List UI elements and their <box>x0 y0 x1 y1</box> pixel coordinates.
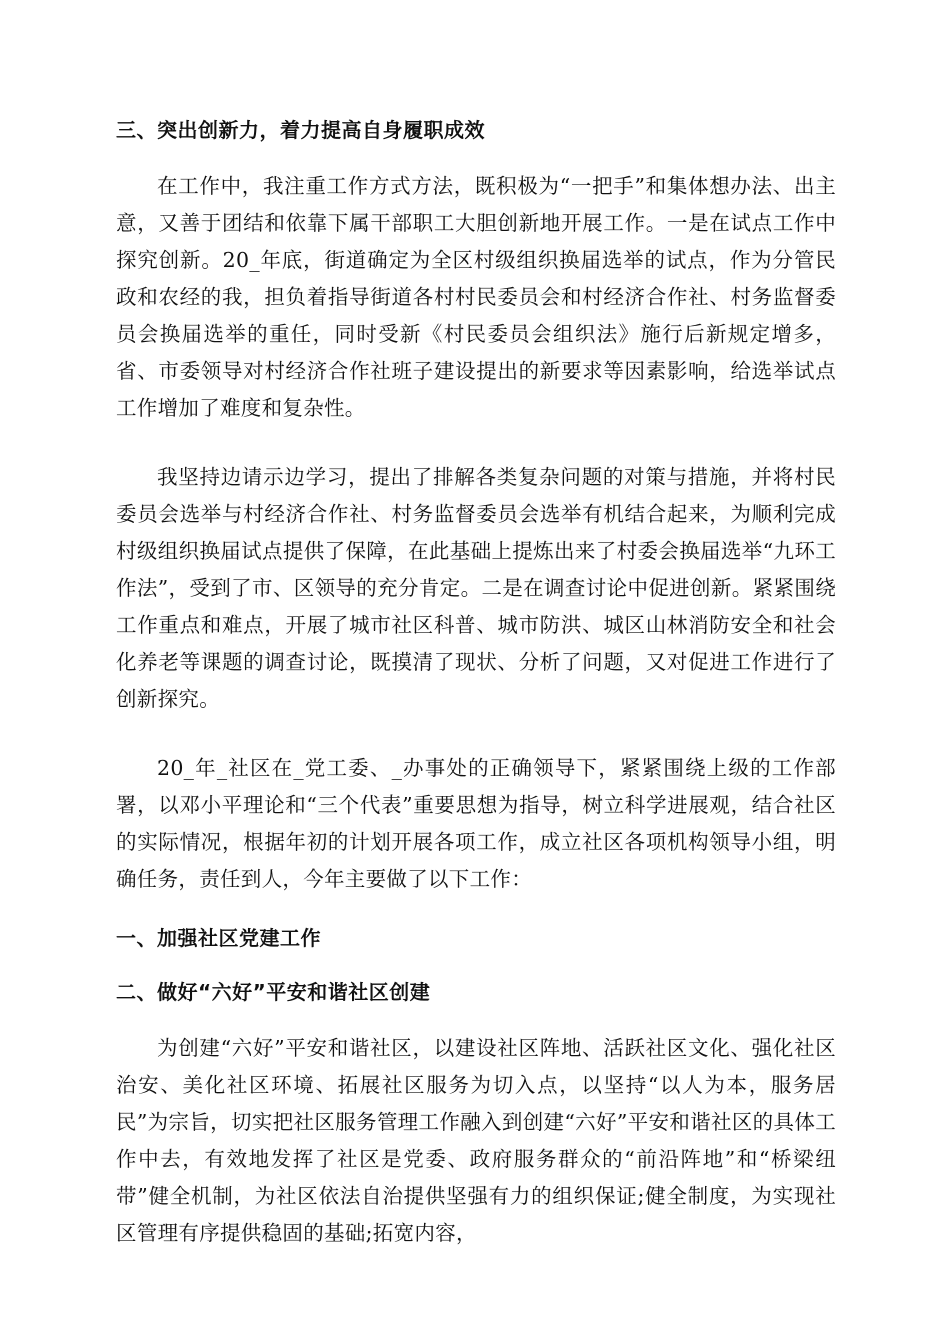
paragraph: 为创建“六好”平安和谐社区，以建设社区阵地、活跃社区文化、强化社区治安、美化社区环境、拓展社区服务为切入点，以坚持“以人为本，服务居民”为宗旨，切实把社区服务管理工作融入到创建“六好”平安和谐社区的具体工作中去，有效地发挥了社区是党委、政府服务群众的“前沿阵地”和“桥梁纽带”健全机制，为社区依法自治提供坚强有力的组织保证;健全制度，为实现社区管理有序提供稳固的基础;拓宽内容， <box>116 1036 836 1245</box>
section-heading-harmonious-community: 二、做好“六好”平安和谐社区创建 <box>116 980 431 1004</box>
paragraph: 我坚持边请示边学习，提出了排解各类复杂问题的对策与措施，并将村民委员会选举与村经济合作社、村务监督委员会选举有机结合起来，为顺利完成村级组织换届试点提供了保障，在此基础上提炼出来了村委会换届选举“九环工作法”，受到了市、区领导的充分肯定。二是在调查讨论中促进创新。紧紧围绕工作重点和难点，开展了城市社区科普、城市防洪、城区山林消防安全和社会化养老等课题的调查讨论，既摸清了现状、分析了问题，又对促进工作进行了创新探究。 <box>116 465 836 711</box>
section-heading-party-building: 一、加强社区党建工作 <box>116 926 321 950</box>
paragraph: 20_年_社区在_党工委、_办事处的正确领导下，紧紧围绕上级的工作部署，以邓小平理论和“三个代表”重要思想为指导，树立科学进展观，结合社区的实际情况，根据年初的计划开展各项工作，成立社区各项机构领导小组，明确任务，责任到人，今年主要做了以下工作： <box>116 756 836 891</box>
paragraph: 在工作中，我注重工作方式方法，既积极为“一把手”和集体想办法、出主意，又善于团结和依靠下属干部职工大胆创新地开展工作。一是在试点工作中探究创新。20_年底，街道确定为全区村级组织换届选举的试点，作为分管民政和农经的我，担负着指导街道各村村民委员会和村经济合作社、村务监督委员会换届选举的重任，同时受新《村民委员会组织法》施行后新规定增多，省、市委领导对村经济合作社班子建设提出的新要求等因素影响，给选举试点工作增加了难度和复杂性。 <box>116 174 836 420</box>
document-page <box>116 108 836 1252</box>
section-heading-innovation: 三、突出创新力，着力提高自身履职成效 <box>116 118 485 142</box>
